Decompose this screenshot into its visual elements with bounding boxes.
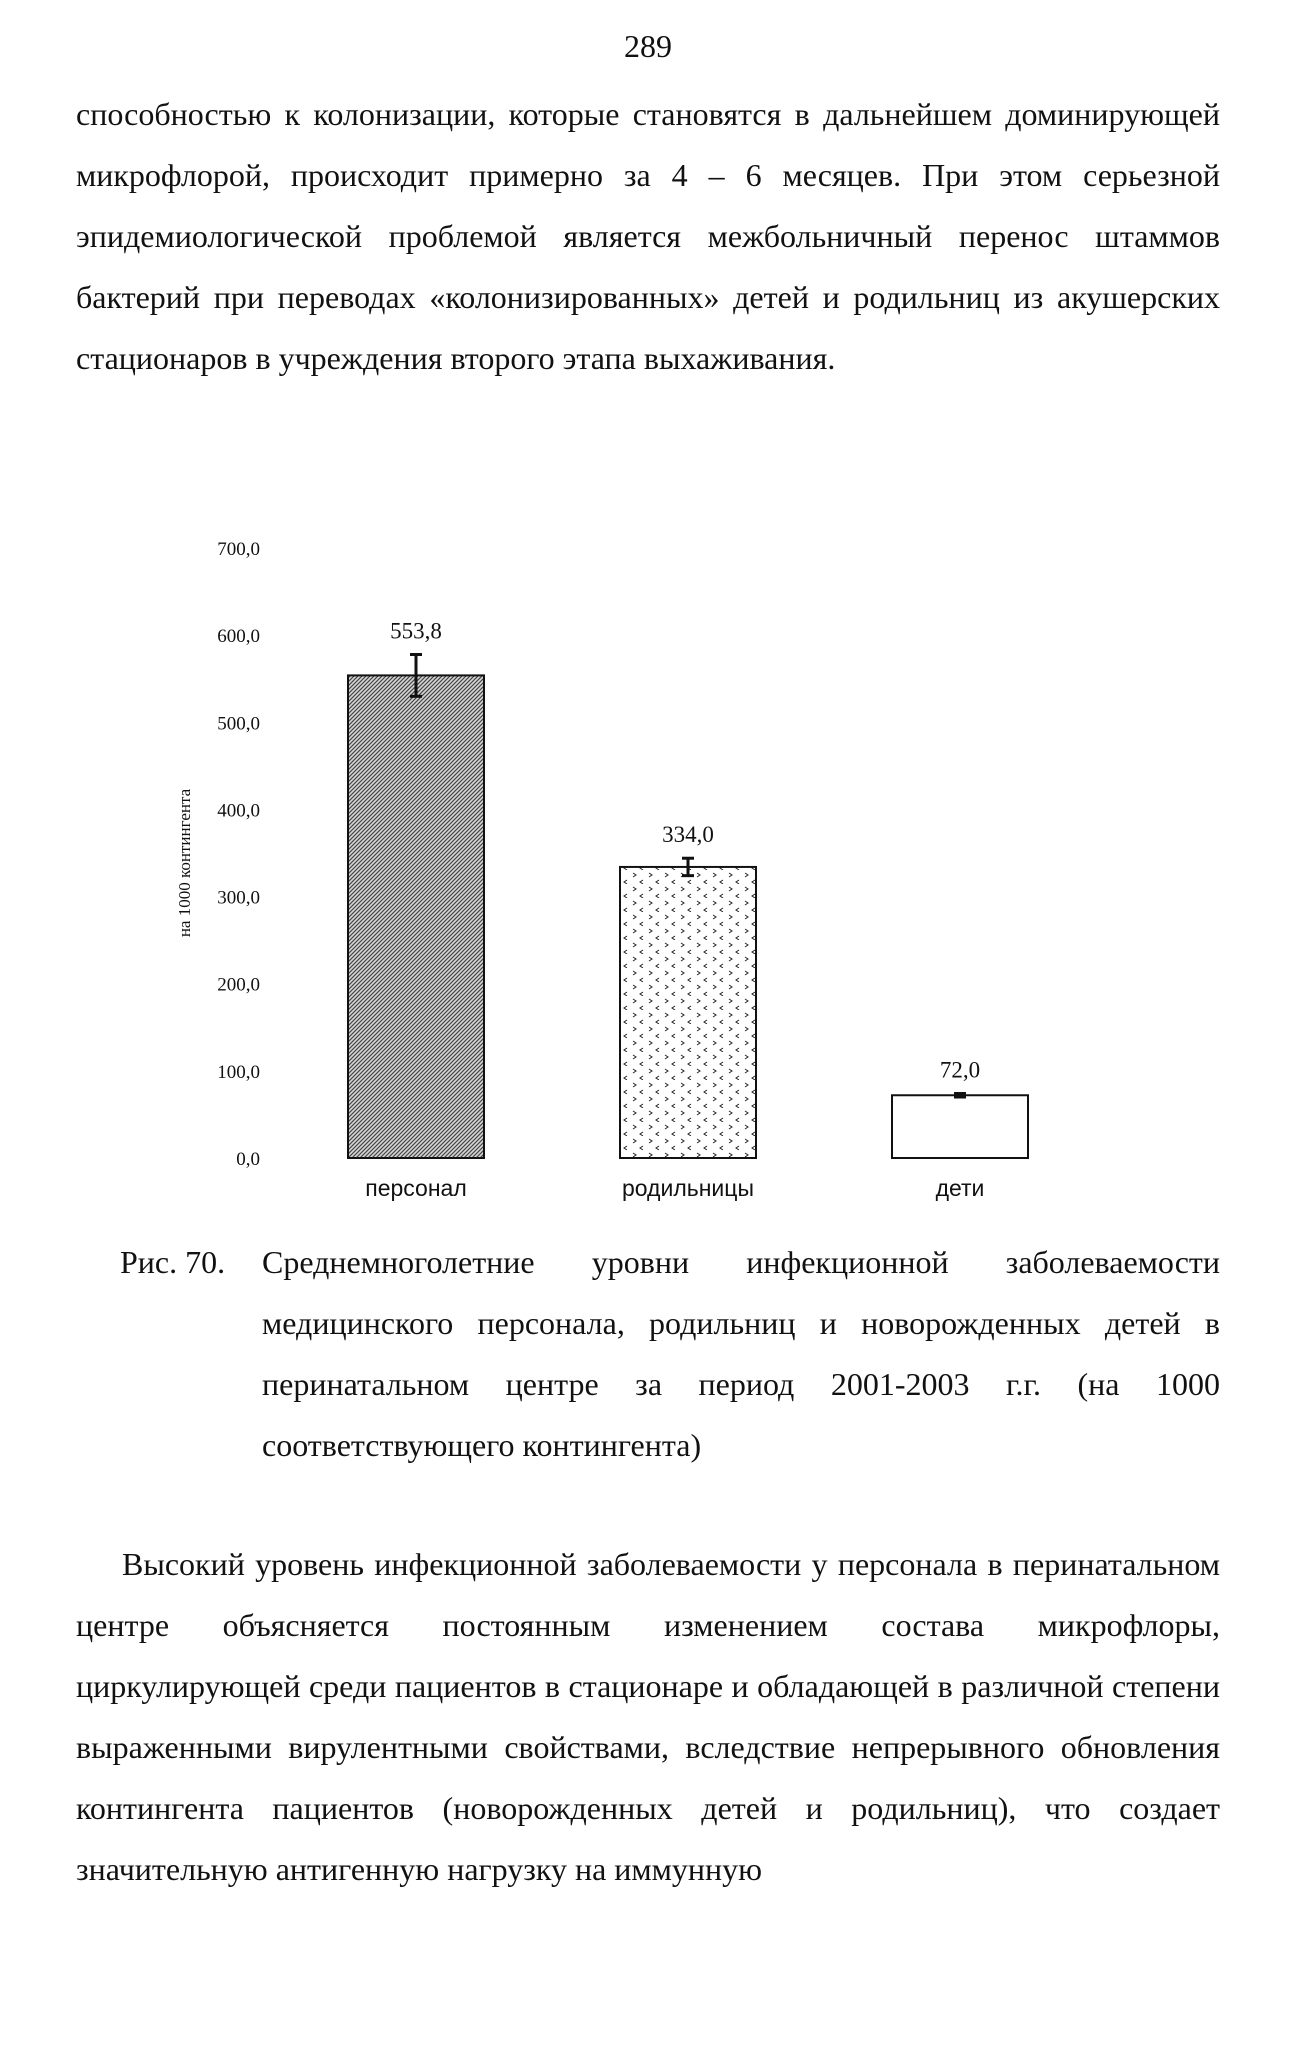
chart-svg	[150, 520, 1090, 1220]
y-tick-label: 0,0	[236, 1149, 260, 1170]
x-tick-label: персонал	[365, 1175, 467, 1201]
x-tick-label: дети	[935, 1175, 985, 1201]
data-label: 334,0	[662, 822, 714, 848]
paragraph-top: способностью к колонизации, которые становятся в дальнейшем доминирующей микрофлорой, происходит примерно за 4 – 6 месяцев. При этом серьезной эпидемиологической проблемой является межбольничный перенос штаммов бактерий при переводах «колонизированных» детей и родильниц из акушерских стационаров в учреждения второго этапа выхаживания.	[76, 96, 1220, 376]
paragraph-bottom	[76, 1534, 1220, 1900]
figure-label: Рис. 70.	[120, 1244, 226, 1280]
data-label: 553,8	[390, 618, 442, 644]
figure-caption-text: Среднемноголетние уровни инфекционной заболеваемости медицинского персонала, родильниц и новорожденных детей в перинатальном центре за период 2001-2003 г.г. (на 1000 соответствующего контингента)	[262, 1244, 1220, 1463]
y-axis-label: на 1000 контингента	[175, 788, 194, 938]
y-tick-label: 500,0	[217, 713, 260, 735]
data-label: 72,0	[939, 1057, 981, 1083]
y-tick-label: 600,0	[217, 626, 260, 648]
y-tick-label: 300,0	[217, 887, 260, 909]
bar-2	[620, 867, 756, 1158]
bar-chart	[150, 520, 1090, 1220]
y-tick-label: 400,0	[217, 800, 260, 822]
paragraph-bottom-text: Высокий уровень инфекционной заболеваемости у персонала в перинатальном центре объясняется постоянным изменением состава микрофлоры, циркулирующей среди пациентов в стационаре и обладающей в различной степени выраженными вирулентными свойствами, вследствие непрерывного обновления контингента пациентов (новорожденных детей и родильниц), что создает значительную антигенную нагрузку на иммунную	[76, 1546, 1220, 1887]
y-tick-label: 700,0	[217, 539, 260, 560]
x-tick-label: родильницы	[621, 1175, 755, 1201]
page-number: 289	[624, 28, 672, 64]
bar-3	[892, 1095, 1028, 1158]
y-tick-label: 200,0	[217, 974, 260, 996]
y-tick-label: 100,0	[217, 1061, 260, 1083]
bar-1	[348, 675, 484, 1158]
